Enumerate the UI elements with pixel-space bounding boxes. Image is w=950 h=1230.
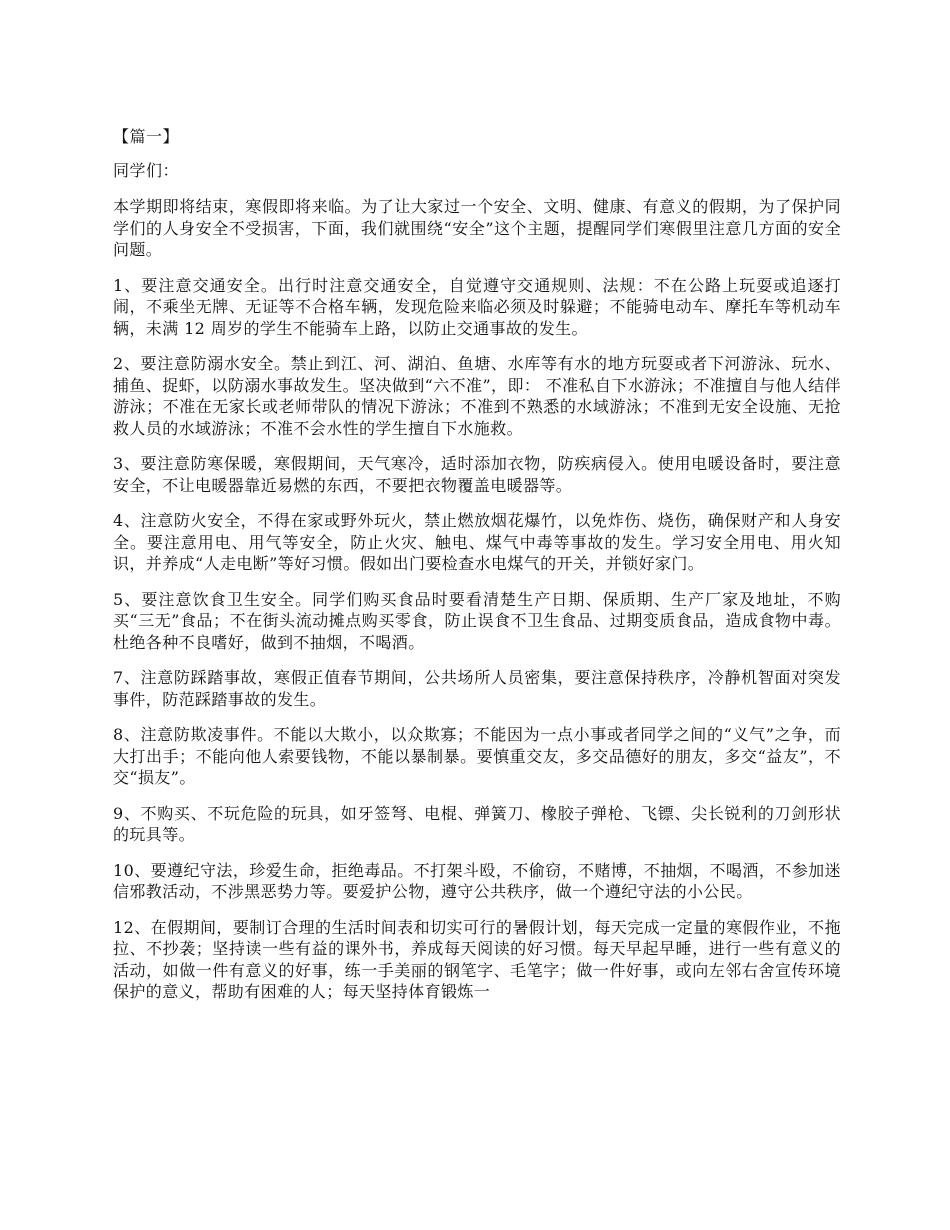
paragraph-holiday-plan: 12、在假期间，要制订合理的生活时间表和切实可行的暑假计划，每天完成一定量的寒假作业，不拖拉、不抄袭；坚持读一些有益的课外书，养成每天阅读的好习惯。每天早起早睡，进行一些有意义的活动，如做一件有意义的好事，练一手美丽的钢笔字、毛笔字；做一件好事，或向左邻右舍宣传环境保护的意义，帮助有困难的人；每天坚持体育锻炼一 [113, 917, 841, 1001]
paragraph-traffic-safety: 1、要注意交通安全。出行时注意交通安全，自觉遵守交通规则、法规：不在公路上玩耍或追逐打闹，不乘坐无牌、无证等不合格车辆，发现危险来临必须及时躲避；不能骑电动车、摩托车等机动车辆，未满 12 周岁的学生不能骑车上路，以防止交通事故的发生。 [113, 275, 841, 338]
paragraph-law-abiding: 10、要遵纪守法，珍爱生命，拒绝毒品。不打架斗殴，不偷窃，不赌博，不抽烟，不喝酒，不参加迷信邪教活动，不涉黑恶势力等。要爱护公物，遵守公共秩序，做一个遵纪守法的小公民。 [113, 860, 841, 901]
paragraph-anti-bullying: 8、注意防欺凌事件。不能以大欺小，以众欺寡；不能因为一点小事或者同学之间的“义气”之争，而大打出手；不能向他人索要钱物，不能以暴制暴。要慎重交友，多交品德好的朋友，多交“益友”，不交“损友”。 [113, 725, 841, 787]
document-page [113, 127, 841, 1017]
intro-paragraph: 本学期即将结束，寒假即将来临。为了让大家过一个安全、文明、健康、有意义的假期，为了保护同学们的人身安全不受损害，下面，我们就围绕“安全”这个主题，提醒同学们寒假里注意几方面的安全问题。 [113, 197, 841, 259]
section-heading: 【篇一】 [113, 127, 180, 146]
paragraph-cold-protection: 3、要注意防寒保暖，寒假期间，天气寒冷，适时添加衣物，防疾病侵入。使用电暖设备时，要注意安全，不让电暖器靠近易燃的东西，不要把衣物覆盖电暖器等。 [113, 454, 841, 495]
paragraph-dangerous-toys: 9、不购买、不玩危险的玩具，如牙签弩、电棍、弹簧刀、橡胶子弹枪、飞镖、尖长锐利的刀剑形状的玩具等。 [113, 803, 841, 844]
paragraph-food-safety: 5、要注意饮食卫生安全。同学们购买食品时要看清楚生产日期、保质期、生产厂家及地址，不购买“三无”食品；不在街头流动摊点购买零食，防止误食不卫生食品、过期变质食品，造成食物中毒。杜绝各种不良嗜好，做到不抽烟，不喝酒。 [113, 589, 841, 652]
paragraph-drowning-safety: 2、要注意防溺水安全。禁止到江、河、湖泊、鱼塘、水库等有水的地方玩耍或者下河游泳、玩水、捕鱼、捉虾，以防溺水事故发生。坚决做到“六不准”，即： 不准私自下水游泳；不准擅自与他人结伴游泳；不准在无家长或老师带队的情况下游泳；不准到不熟悉的水域游泳；不准到无安全设施、无抢救人员的水域游泳；不准不会水性的学生擅自下水施救。 [113, 354, 841, 438]
paragraph-fire-safety: 4、注意防火安全，不得在家或野外玩火，禁止燃放烟花爆竹，以免炸伤、烧伤，确保财产和人身安全。要注意用电、用气等安全，防止火灾、触电、煤气中毒等事故的发生。学习安全用电、用火知识，并养成“人走电断”等好习惯。假如出门要检查水电煤气的开关，并锁好家门。 [113, 511, 841, 573]
paragraph-stampede-safety: 7、注意防踩踏事故，寒假正值春节期间，公共场所人员密集，要注意保持秩序，冷静机智面对突发事件，防范踩踏事故的发生。 [113, 668, 841, 709]
greeting: 同学们： [113, 161, 180, 180]
